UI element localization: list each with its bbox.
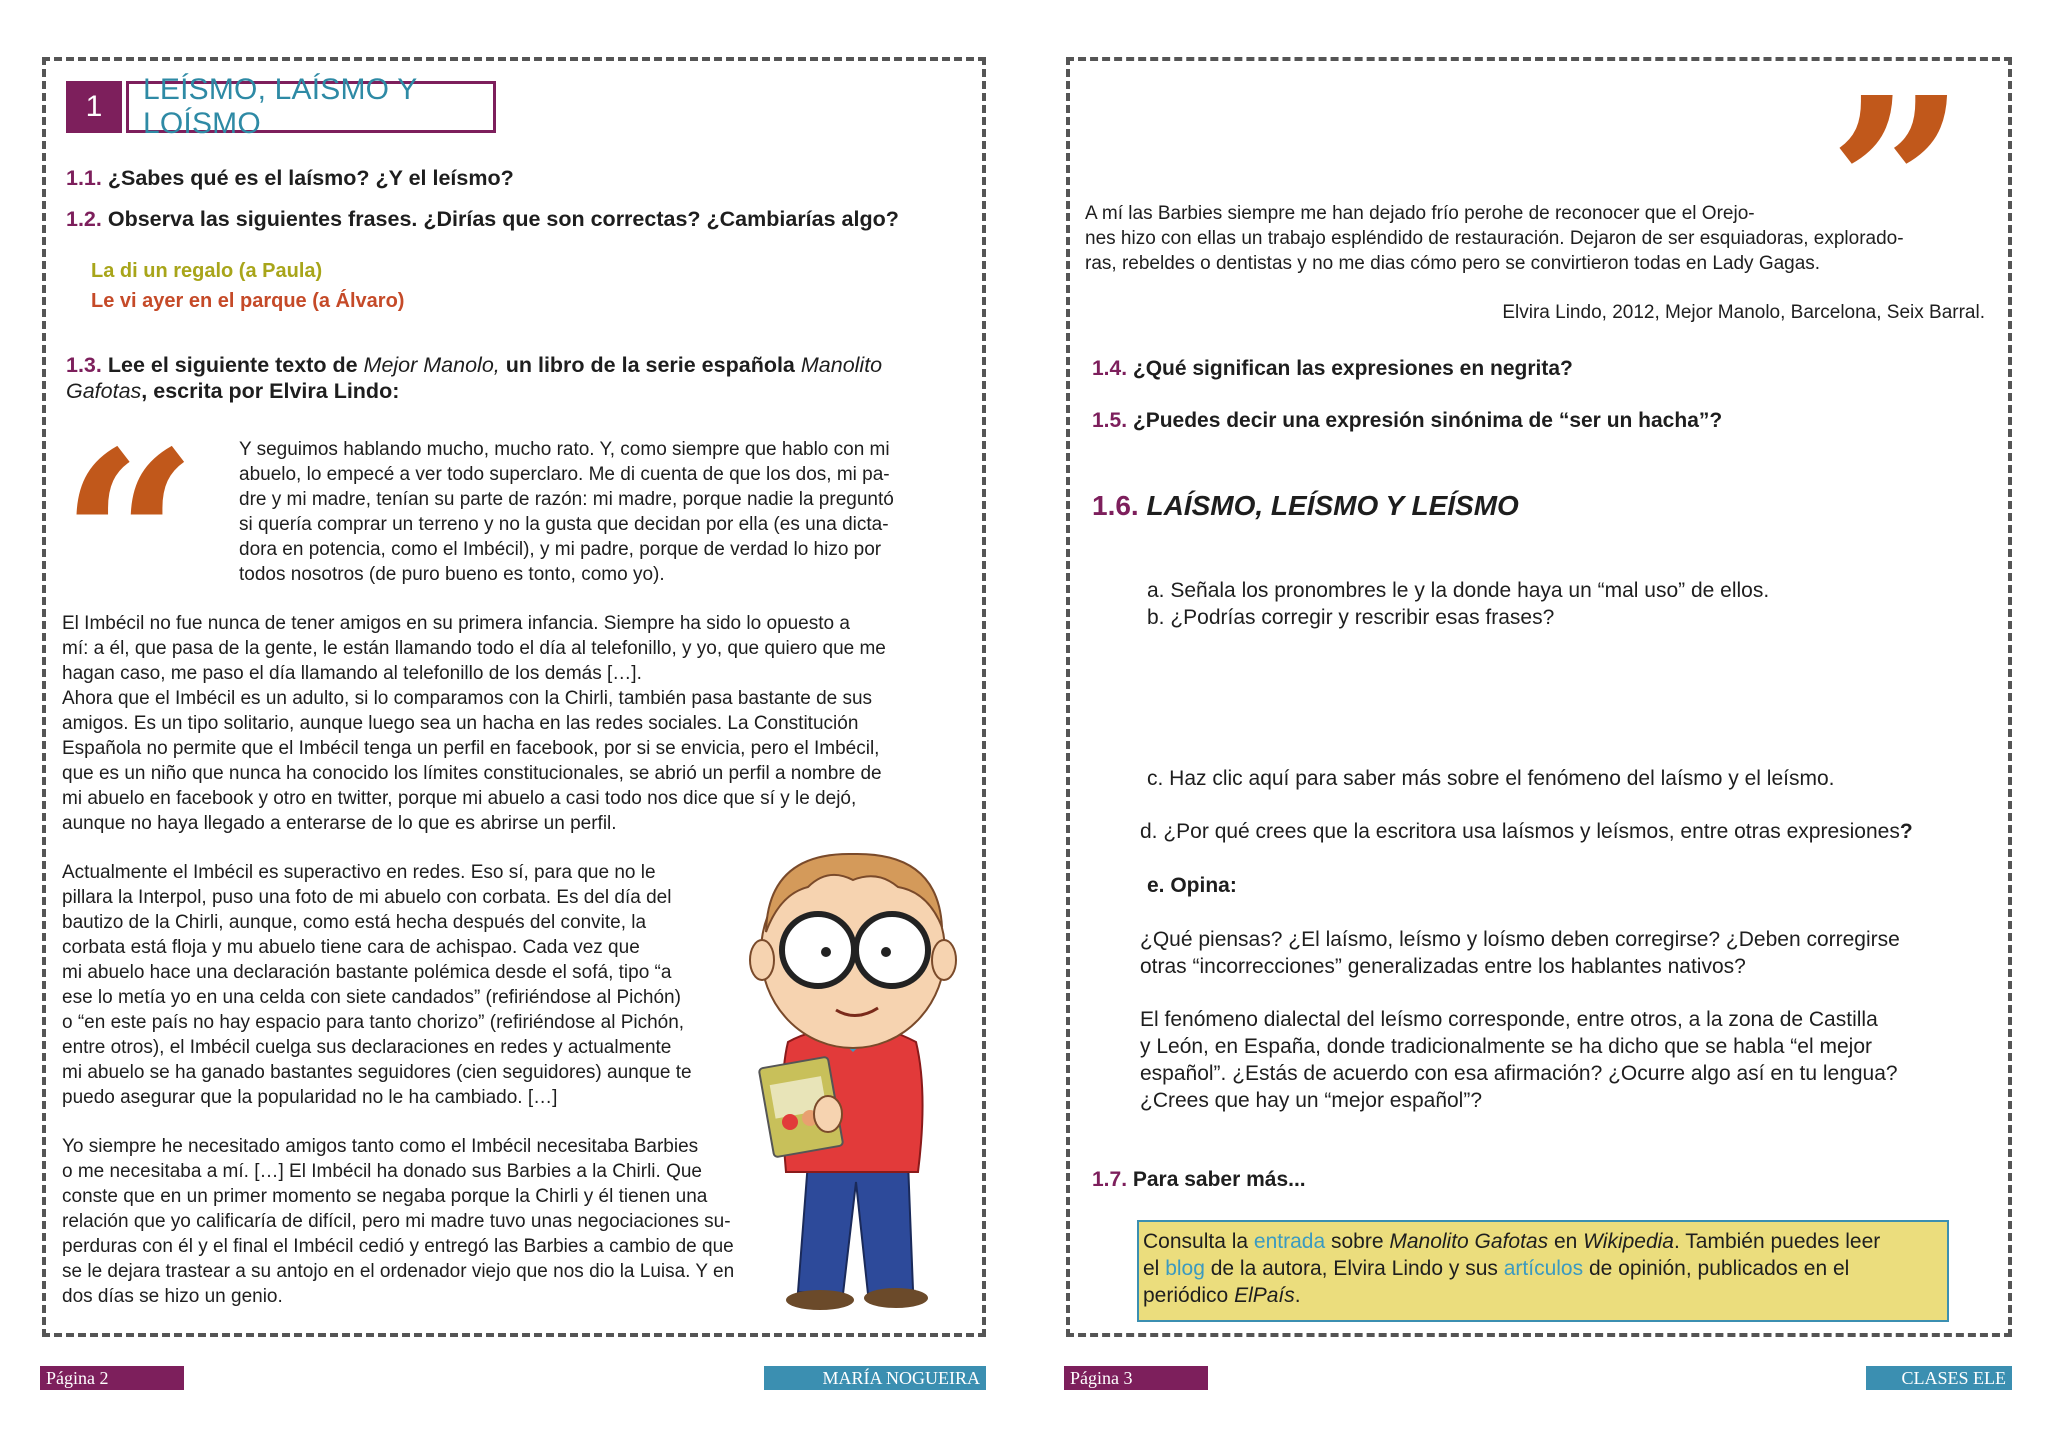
text-line: corbata está floja y mu abuelo tiene cara de achispao. Cada vez que xyxy=(62,937,640,958)
question-number: 1.3. xyxy=(66,353,102,377)
heading-1-6 xyxy=(1092,490,1519,522)
text-line: español”. ¿Estás de acuerdo con esa afirmación? ¿Ocurre algo así en tu lengua? xyxy=(1140,1062,1898,1085)
text-line: Actualmente el Imbécil es superactivo en redes. Eso sí, para que no le xyxy=(62,862,656,883)
question-text: ¿Sabes qué es el laísmo? ¿Y el leísmo? xyxy=(101,166,514,190)
info-text: de la autora, Elvira Lindo y sus xyxy=(1204,1257,1504,1280)
info-text: periódico xyxy=(1143,1284,1235,1307)
page-number-left: Página 2 xyxy=(40,1366,184,1390)
paragraph-2 xyxy=(62,611,886,836)
articles-link[interactable]: artículos xyxy=(1503,1257,1584,1280)
quote-paragraph xyxy=(239,437,894,587)
text-line: otras “incorrecciones” generalizadas entre los hablantes nativos? xyxy=(1140,955,1746,978)
closing-quote-icon: ” xyxy=(1828,45,1967,327)
author-name-bar: MARÍA NOGUEIRA xyxy=(764,1366,986,1390)
section-title: LEÍSMO, LAÍSMO Y LOÍSMO xyxy=(126,81,496,133)
opina-paragraph-2 xyxy=(1140,1006,1898,1114)
item-a: a. Señala los pronombres le y la donde haya un “mal uso” de ellos. xyxy=(1147,579,1770,602)
info-text: Consulta la xyxy=(1143,1230,1254,1253)
text-line: abuelo, lo empecé a ver todo superclaro. Me di cuenta de que los dos, mi pa- xyxy=(239,464,890,485)
text-line: Yo siempre he necesitado amigos tanto como el Imbécil necesitaba Barbies xyxy=(62,1136,699,1157)
book-title: Mejor Manolo, xyxy=(363,353,500,377)
text-line: Española no permite que el Imbécil tenga un perfil en facebook, por si se envicia, pero el Imbécil, xyxy=(62,738,880,759)
text-line: hagan caso, me paso el día llamando al telefonillo de los demás […]. xyxy=(62,663,642,684)
info-line-3 xyxy=(1143,1282,1943,1309)
question-text: ¿Qué significan las expresiones en negrita? xyxy=(1127,357,1573,380)
item-c-link[interactable]: c. Haz clic aquí para saber más sobre el fenómeno del laísmo y el leísmo. xyxy=(1147,767,1835,790)
text-line: mi abuelo hace una declaración bastante polémica desde el sofá, tipo “a xyxy=(62,962,672,983)
info-italic: Manolito Gafotas xyxy=(1389,1230,1549,1253)
text-line: mi abuelo en facebook y otro en twitter, porque mi abuelo a casi todo nos dice que sí y le dejó, xyxy=(62,788,857,809)
text-line: El Imbécil no fue nunca de tener amigos en su primera infancia. Siempre ha sido lo opuesto a xyxy=(62,613,850,634)
text-line: ¿Crees que hay un “mejor español”? xyxy=(1140,1089,1483,1112)
course-name-bar: CLASES ELE xyxy=(1866,1366,2012,1390)
blog-link[interactable]: blog xyxy=(1165,1257,1205,1280)
text-line: o me necesitaba a mí. […] El Imbécil ha donado sus Barbies a la Chirli. Que xyxy=(62,1161,702,1182)
item-d-text: d. ¿Por qué crees que la escritora usa laísmos y leísmos, entre otras expresiones xyxy=(1140,820,1900,843)
info-italic: Wikipedia xyxy=(1583,1230,1674,1253)
question-text: Para saber más... xyxy=(1127,1168,1306,1191)
info-text: sobre xyxy=(1325,1230,1390,1253)
question-number: 1.6. xyxy=(1092,490,1139,521)
question-1-7 xyxy=(1092,1168,1306,1192)
text-line: si quería comprar un terreno y no la gusta que decidan por ella (es una dicta- xyxy=(239,514,889,535)
item-b: b. ¿Podrías corregir y rescribir esas frases? xyxy=(1147,606,1555,629)
text-line: pillara la Interpol, puso una foto de mi abuelo con corbata. Es del día del xyxy=(62,887,672,908)
question-text: Observa las siguientes frases. ¿Dirías que son correctas? ¿Cambiarías algo? xyxy=(101,207,899,231)
question-1-1 xyxy=(66,166,514,191)
text-line: nes hizo con ellas un trabajo espléndido de restauración. Dejaron de ser esquiadoras, explorado- xyxy=(1085,228,1904,249)
text-line: que es un niño que nunca ha conocido los límites constitucionales, se abrió un perfil a nombre de xyxy=(62,763,882,784)
text-line: mí: a él, que pasa de la gente, le están llamando todo el día al telefonillo, y yo, que quiero que me xyxy=(62,638,886,659)
section-number: 1 xyxy=(66,81,122,133)
series-title: Gafotas xyxy=(66,379,142,403)
question-1-4 xyxy=(1092,357,1573,381)
text-line: conste que en un primer momento se negaba porque la Chirli y él tienen una xyxy=(62,1186,708,1207)
info-text: en xyxy=(1548,1230,1584,1253)
text-line: aunque no haya llegado a enterarse de lo que es abrirse un perfil. xyxy=(62,813,617,834)
info-text: . También puedes leer xyxy=(1674,1230,1881,1253)
info-text: el xyxy=(1143,1257,1166,1280)
paragraph-3 xyxy=(62,860,692,1110)
text-line: se le dejara trastear a su antojo en el ordenador viejo que nos dio la Luisa. Y en xyxy=(62,1261,735,1282)
info-line-2 xyxy=(1143,1255,1943,1282)
question-text: , escrita por Elvira Lindo: xyxy=(141,379,400,403)
question-number: 1.7. xyxy=(1092,1168,1128,1191)
series-title: Manolito xyxy=(800,353,883,377)
info-text: de opinión, publicados en el xyxy=(1583,1257,1850,1280)
text-line: El fenómeno dialectal del leísmo corresponde, entre otros, a la zona de Castilla xyxy=(1140,1008,1878,1031)
question-text: ¿Puedes decir una expresión sinónima de “ser un hacha”? xyxy=(1127,409,1723,432)
info-italic: ElPaís xyxy=(1234,1284,1295,1307)
example-sentence-2: Le vi ayer en el parque (a Álvaro) xyxy=(91,290,405,312)
text-line: amigos. Es un tipo solitario, aunque luego sea un hacha en las redes sociales. La Constitución xyxy=(62,713,859,734)
citation: Elvira Lindo, 2012, Mejor Manolo, Barcelona, Seix Barral. xyxy=(1502,302,1985,323)
question-number: 1.5. xyxy=(1092,409,1128,432)
text-line: mi abuelo se ha ganado bastantes seguidores (cien seguidores) aunque te xyxy=(62,1062,692,1083)
text-line: bautizo de la Chirli, aunque, como está hecha después del convite, la xyxy=(62,912,647,933)
opina-paragraph-1 xyxy=(1140,926,1900,980)
question-number: 1.2. xyxy=(66,207,102,231)
paragraph-4 xyxy=(62,1134,734,1309)
text-line: y León, en España, donde tradicionalmente se ha dicho que se habla “el mejor xyxy=(1140,1035,1872,1058)
text-line: A mí las Barbies siempre me han dejado frío perohe de reconocer que el Orejo- xyxy=(1085,203,1755,224)
more-info-box xyxy=(1137,1220,1949,1322)
question-text: Lee el siguiente texto de xyxy=(101,353,364,377)
example-sentence-1: La di un regalo (a Paula) xyxy=(91,260,323,282)
heading-text: LAÍSMO, LEÍSMO Y LEÍSMO xyxy=(1138,490,1519,521)
item-d-end: ? xyxy=(1899,820,1913,843)
question-text: un libro de la serie española xyxy=(499,353,801,377)
text-line: ras, rebeldes o dentistas y no me dias cómo pero se convirtieron todas en Lady Gagas. xyxy=(1085,253,1821,274)
text-line: todos nosotros (de puro bueno es tonto, como yo). xyxy=(239,564,665,585)
wikipedia-entry-link[interactable]: entrada xyxy=(1253,1230,1326,1253)
text-line: dos días se hizo un genio. xyxy=(62,1286,283,1307)
text-line: entre otros), el Imbécil cuelga sus declaraciones en redes y actualmente xyxy=(62,1037,672,1058)
info-text: . xyxy=(1294,1284,1301,1307)
text-line: puedo asegurar que la popularidad no le ha cambiado. […] xyxy=(62,1087,558,1108)
question-1-3 xyxy=(66,352,946,404)
question-1-5 xyxy=(1092,409,1722,433)
text-line: Y seguimos hablando mucho, mucho rato. Y, como siempre que hablo con mi xyxy=(239,439,890,460)
page-number-right: Página 3 xyxy=(1064,1366,1208,1390)
text-line: dre y mi madre, tenían su parte de razón: mi madre, porque nadie la preguntó xyxy=(239,489,894,510)
item-d xyxy=(1140,818,1913,845)
text-line: o “en este país no hay espacio para tanto chorizo” (refiriéndose al Pichón, xyxy=(62,1012,685,1033)
text-line: dora en potencia, como el Imbécil), y mi padre, porque de verdad lo hizo por xyxy=(239,539,882,560)
text-line: relación que yo calificaría de difícil, pero mi madre tuvo unas negociaciones su- xyxy=(62,1211,731,1232)
question-1-2 xyxy=(66,207,899,232)
item-e: e. Opina: xyxy=(1147,874,1237,897)
info-line-1 xyxy=(1143,1228,1943,1255)
text-line: ese lo metía yo en una celda con siete candados” (refiriéndose al Pichón) xyxy=(62,987,681,1008)
boy-with-book-illustration xyxy=(728,832,988,1312)
question-number: 1.4. xyxy=(1092,357,1128,380)
opening-quote-icon: “ xyxy=(60,399,199,681)
text-line: ¿Qué piensas? ¿El laísmo, leísmo y loísmo deben corregirse? ¿Deben corregirse xyxy=(1140,928,1900,951)
question-number: 1.1. xyxy=(66,166,102,190)
text-line: Ahora que el Imbécil es un adulto, si lo comparamos con la Chirli, también pasa bastante de sus xyxy=(62,688,873,709)
quote-paragraph-right xyxy=(1085,201,1904,276)
text-line: perduras con él y el final el Imbécil cedió y entregó las Barbies a cambio de que xyxy=(62,1236,734,1257)
